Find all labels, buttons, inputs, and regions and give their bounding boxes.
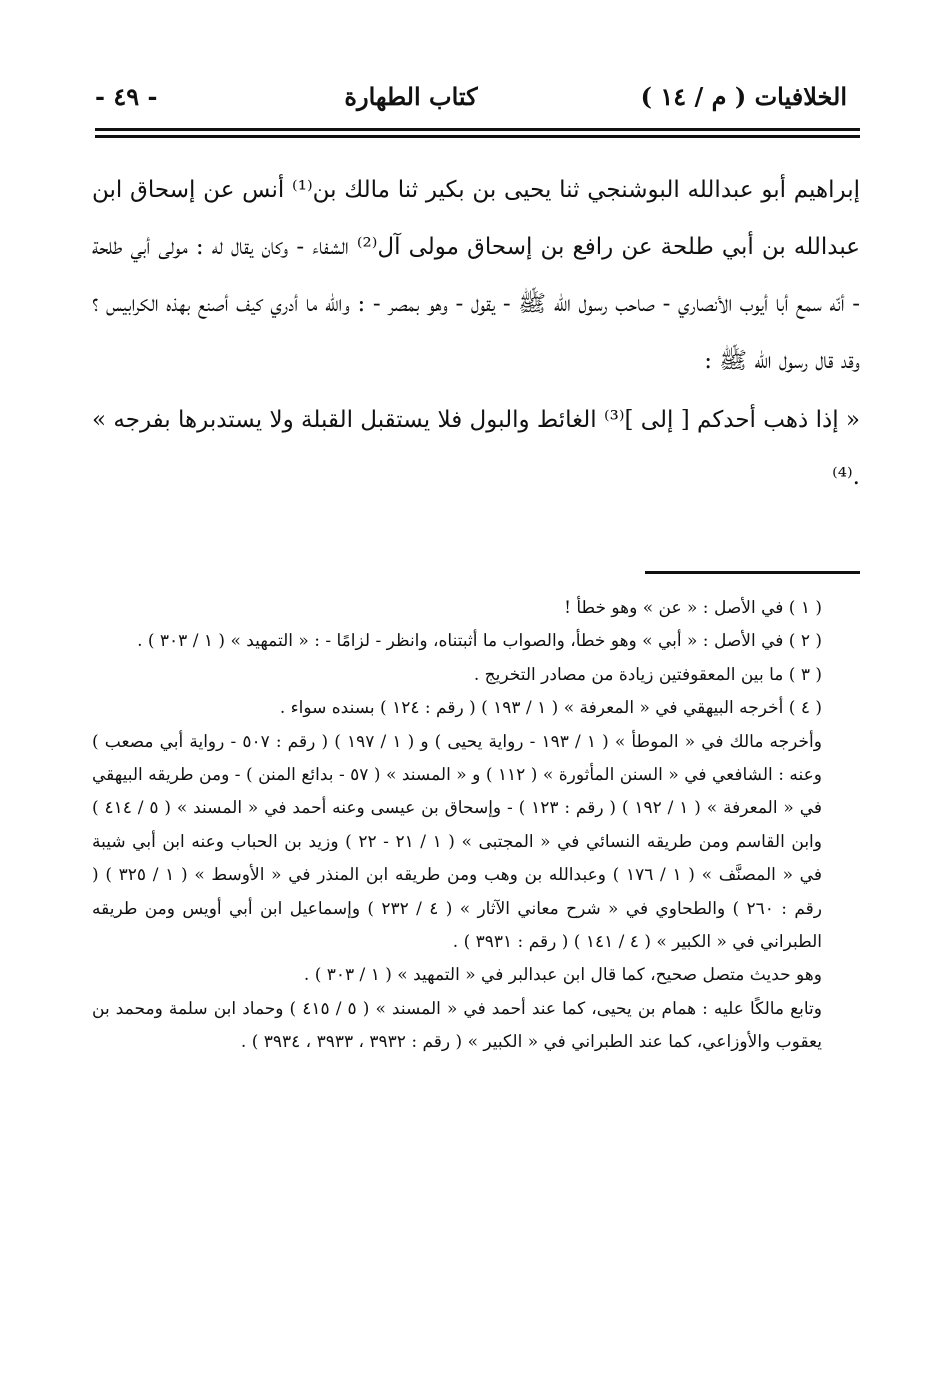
hadith-quote: « إذا ذهب أحدكم [ إلى ]⁽³⁾ الغائط والبول فلا يستقبل القبلة ولا يستدبرها بفرجه » .⁽⁴⁾ xyxy=(92,407,860,490)
footnote-4: ( ٤ ) أخرجه البيهقي في « المعرفة » ( ١ / ١٩٣ ) ( رقم : ١٢٤ ) بسنده سواء . xyxy=(279,698,822,719)
header-double-rule xyxy=(95,128,860,138)
footnote-4-grading: وهو حديث متصل صحيح، كما قال ابن عبدالبر في « التمهيد » ( ١ / ٣٠٣ ) . xyxy=(303,965,822,986)
footnote-separator xyxy=(645,571,860,574)
footnote-1: ( ١ ) في الأصل : « عن » وهو خطأ ! xyxy=(564,598,822,618)
footnote-4-continued: وأخرجه مالك في « الموطأ » ( ١ / ١٩٣ - رواية يحيى ) و ( ١ / ١٩٧ ) ( رقم : ٥٠٧ - رواية أبي مصعب ) وعنه : الشافعي في « السنن المأثورة » ( ١١٢ ) و « المسند » ( ٥٧ - بدائع المنن ) - ومن طريقه البيهقي في « المعرفة » ( ١ / ١٩٢ ) ( رقم : ١٢٣ ) - وإسحاق بن عيسى وعنه أحمد في « المسند » ( ٥ / ٤١٤ ) وابن القاسم ومن طريقه النسائي في « المجتبى » ( ١ / ٢١ - ٢٢ ) وزيد بن الحباب وعنه ابن أبي شيبة في « المصنَّف » ( ١ / ١٧٦ ) وعبدالله بن وهب ومن طريقه ابن المنذر في « الأوسط » ( ١ / ٣٢٥ ) ( رقم : ٢٦٠ ) والطحاوي في « شرح معاني الآثار » ( ٤ / ٢٣٢ ) وإسماعيل ابن أبي أويس ومن طريقه الطبراني في « الكبير » ( ٤ / ١٤١ ) ( رقم : ٣٩٣١ ) . xyxy=(92,731,822,953)
footnote-4-corroboration: وتابع مالكًا عليه : همام بن يحيى، كما عند أحمد في « المسند » ( ٥ / ٤١٥ ) وحماد ابن سلمة ومحمد بن يعقوب والأوزاعي، كما عند الطبراني في « الكبير » ( رقم : ٣٩٣٢ ، ٣٩٣٣ ، ٣٩٣٤ ) . xyxy=(92,998,822,1053)
section-reference: الخلافيات ( م / ١٤ ) xyxy=(640,81,847,111)
page-number: - ٤٩ - xyxy=(95,81,158,111)
running-header xyxy=(95,76,847,116)
footnotes xyxy=(92,592,860,1060)
footnote-3: ( ٣ ) ما بين المعقوفتين زيادة من مصادر التخريج . xyxy=(473,664,822,685)
footnote-2: ( ٢ ) في الأصل : « أبي » وهو خطأ، والصواب ما أثبتناه، وانظر - لزامًا - : « التمهيد » ( ١ / ٣٠٣ ) . xyxy=(137,631,822,652)
main-paragraph: إبراهيم أبو عبدالله البوشنجي ثنا يحيى بن بكير ثنا مالك بن⁽¹⁾ أنس عن إسحاق ابن عبدالله بن أبي طلحة عن رافع بن إسحاق مولى آل⁽²⁾ الشفاء - وكان يقال له : مولى أبي طلحة - أنّه سمع أبا أيوب الأنصاري - صاحب رسول الله ﷺ - يقول - وهو بمصر - : والله ما أدري كيف أصنع بهذه الكرابيس ؟ وقد قال رسول الله ﷺ : xyxy=(92,177,861,374)
chapter-title: كتاب الطهارة xyxy=(344,81,478,111)
main-text xyxy=(92,162,860,506)
